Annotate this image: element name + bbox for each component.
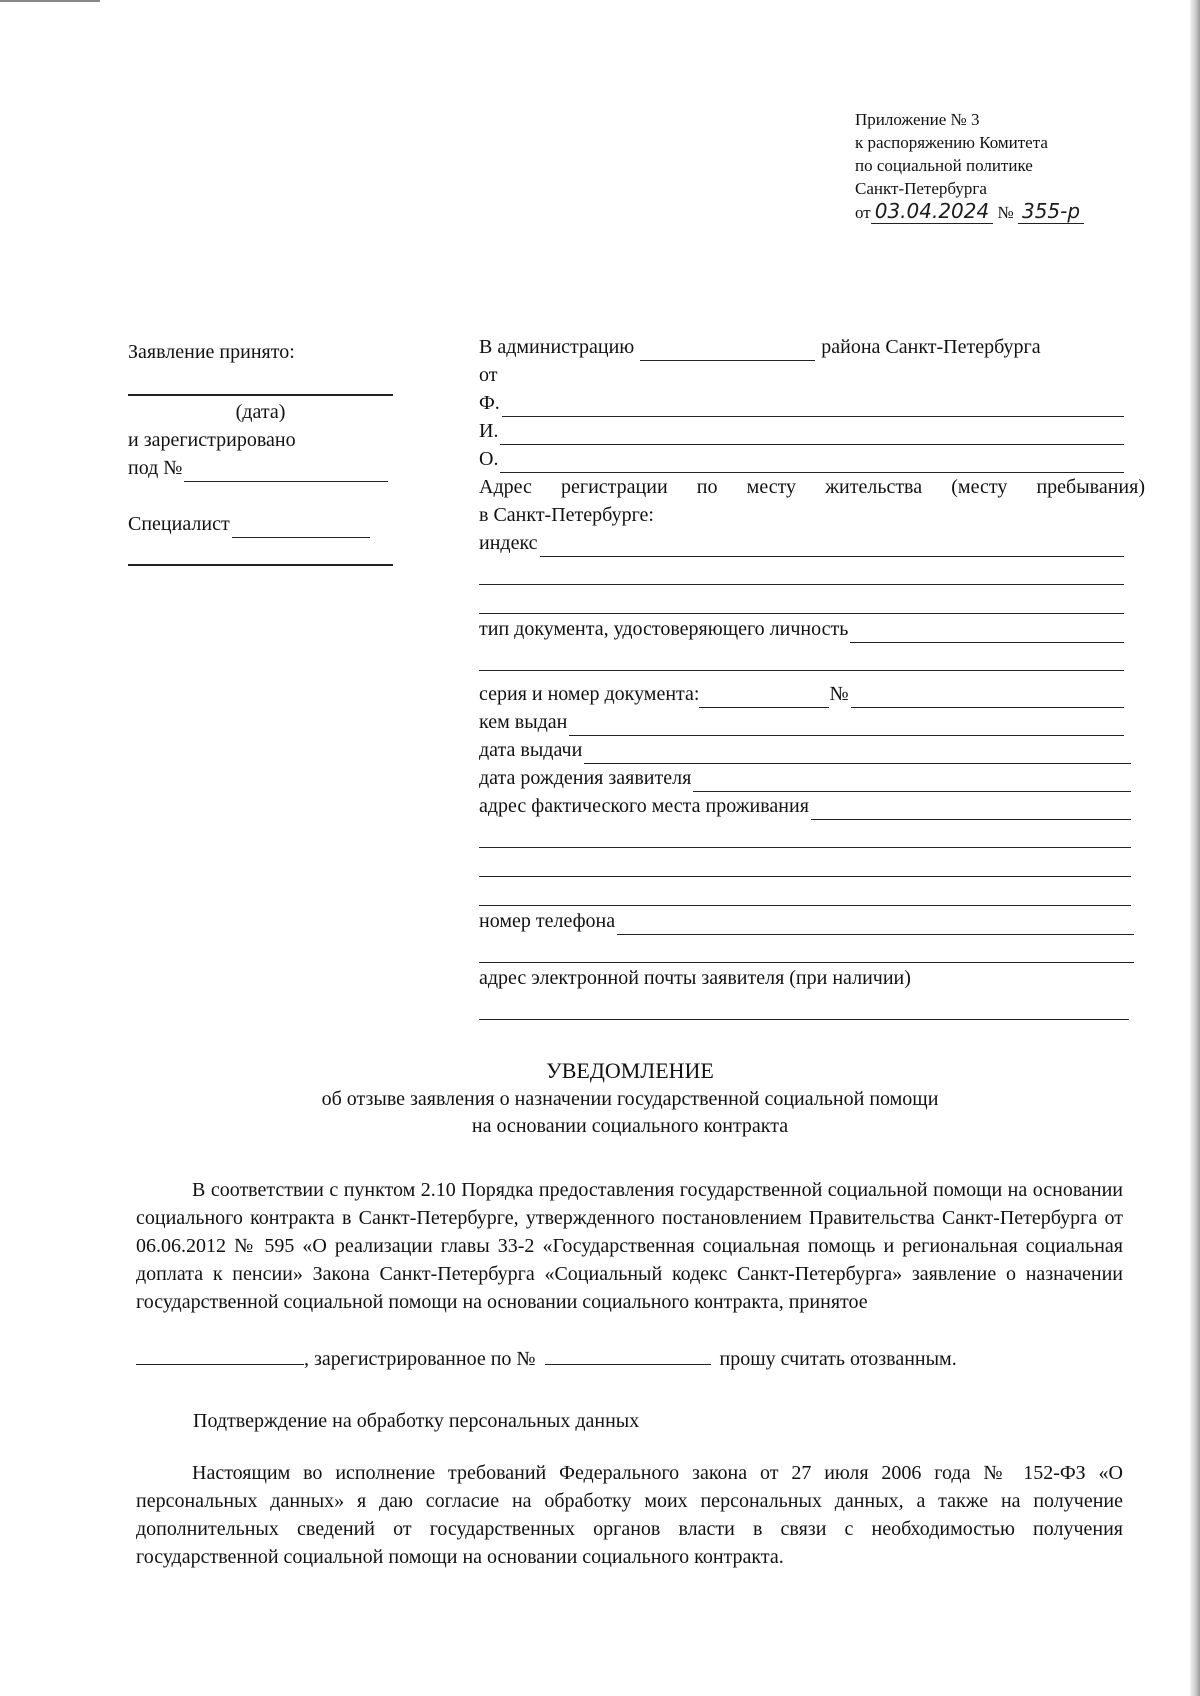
phone-line-field[interactable] (479, 935, 1134, 963)
actual-address-line-field[interactable] (479, 878, 1131, 906)
registration-number-field[interactable] (184, 462, 388, 482)
phone-row (479, 907, 1134, 935)
patronymic-field[interactable] (500, 453, 1124, 473)
issue-date-field[interactable] (584, 744, 1131, 764)
index-row (479, 529, 1124, 557)
admin-row (479, 333, 1151, 361)
birth-date-label: дата рождения заявителя (479, 767, 692, 789)
accepted-block (128, 338, 393, 566)
doc-series-label: серия и номер документа: (479, 683, 700, 705)
reg-address-label-2 (479, 501, 1151, 529)
email-label: адрес электронной почты заявителя (при наличии) (479, 967, 911, 989)
phone-field[interactable] (617, 915, 1134, 935)
doc-type-row (479, 615, 1124, 643)
district-label: района Санкт-Петербурга (821, 336, 1041, 358)
doc-type-label: тип документа, удостоверяющего личность (479, 618, 849, 640)
attachment-line: по социальной политике (855, 156, 1033, 175)
issue-date-label: дата выдачи (479, 739, 583, 761)
registration-number-row (128, 454, 388, 482)
email-field[interactable] (479, 992, 1129, 1020)
doc-number-field[interactable] (851, 688, 1124, 708)
issued-by-row (479, 708, 1124, 736)
doc-series-row (479, 680, 1124, 708)
doc-no-label: № (829, 683, 849, 705)
consent-heading: Подтверждение на обработку персональных данных (193, 1410, 640, 1432)
doc-series-field[interactable] (699, 689, 829, 708)
notice-title: УВЕДОМЛЕНИЕ (546, 1058, 714, 1083)
accepted-label: Заявление принято: (128, 341, 295, 363)
number-prefix: № (997, 203, 1014, 222)
withdrawal-paragraph-end (136, 1345, 1123, 1373)
phone-label: номер телефона (479, 910, 616, 932)
birth-date-row (479, 764, 1131, 792)
scan-artifact (0, 0, 100, 2)
attachment-line: к распоряжению Комитета (855, 133, 1048, 152)
actual-address-line-field[interactable] (479, 820, 1131, 848)
surname-row (479, 389, 1124, 417)
withdrawn-text: прошу считать отозванным. (719, 1348, 957, 1370)
actual-address-line-field[interactable] (479, 849, 1131, 877)
accepted-date-blank[interactable] (136, 1346, 304, 1365)
birth-date-field[interactable] (693, 772, 1131, 792)
issued-by-label: кем выдан (479, 711, 568, 733)
attachment-line: Санкт-Петербурга (855, 179, 987, 198)
date-caption: (дата) (235, 401, 286, 423)
scan-edge (1190, 0, 1200, 1696)
patronymic-label: О. (479, 448, 499, 470)
withdrawal-paragraph: В соответствии с пунктом 2.10 Порядка предоставления государственной социальной помощи на основании социального контракта в Санкт-Петербурге, утвержденного постановлением Правительства Санкт-Петербурга от 06.06.2012 № 595 «О реализации главы 33-2 «Государственная социальная помощь и региональная социальная доплата к пенсии» Закона Санкт-Петербурга «Социальный кодекс Санкт-Петербурга» заявление о назначении государственной социальной помощи на основании социального контракта, принятое (136, 1179, 1123, 1313)
specialist-label: Специалист (128, 513, 230, 535)
reg-address-city: в Санкт-Петербурге: (479, 504, 654, 526)
consent-paragraph: Настоящим во исполнение требований Федерального закона от 27 июля 2006 года № 152-ФЗ «О персональных данных» я даю согласие на обработку моих персональных данных, а также на получение дополнительных сведений от государственных органов власти в связи с необходимостью получения государственной социальной помощи на основании социального контракта. (136, 1462, 1123, 1568)
notice-subtitle-line: на основании социального контракта (471, 1115, 789, 1137)
index-label: индекс (479, 532, 538, 554)
notice-subtitle-line: об отзыве заявления о назначении государственной социальной помощи (321, 1088, 939, 1110)
notice-subtitle (0, 1086, 1200, 1140)
actual-address-label: адрес фактического места проживания (479, 795, 809, 817)
name-row (479, 417, 1124, 445)
handwritten-number: 355-р (1018, 200, 1084, 224)
attachment-date-line (855, 200, 1084, 224)
actual-address-row (479, 792, 1131, 820)
attachment-line: Приложение № 3 (855, 110, 980, 129)
attachment-header (855, 108, 1084, 224)
to-admin-label: В администрацию (479, 336, 635, 358)
registered-under-text: , зарегистрированное по № (304, 1348, 536, 1370)
under-no-label: под № (128, 457, 183, 479)
doc-type-field[interactable] (850, 623, 1124, 643)
email-row (479, 964, 1151, 992)
issued-by-field[interactable] (569, 716, 1124, 736)
doc-type-line-field[interactable] (479, 643, 1124, 671)
surname-field[interactable] (502, 397, 1124, 417)
actual-address-field[interactable] (811, 800, 1131, 820)
from-row (479, 361, 1151, 389)
applicant-block (479, 333, 1151, 1021)
registered-label: и зарегистрировано (128, 429, 296, 451)
name-label: И. (479, 420, 499, 442)
patronymic-row (479, 445, 1124, 473)
from-label: от (479, 364, 498, 386)
name-field[interactable] (500, 425, 1124, 445)
date-prefix: от (855, 203, 871, 222)
handwritten-date: 03.04.2024 (871, 200, 994, 224)
district-field[interactable] (640, 342, 815, 361)
surname-label: Ф. (479, 392, 500, 414)
specialist-field[interactable] (232, 518, 370, 538)
address-line-field[interactable] (479, 586, 1124, 614)
registration-number-blank[interactable] (545, 1346, 711, 1365)
reg-address-label: Адрес регистрации по месту жительства (месту пребывания) (479, 476, 1145, 498)
specialist-row (128, 510, 370, 538)
address-line-field[interactable] (479, 557, 1124, 585)
issue-date-row (479, 736, 1131, 764)
accepted-date-field[interactable] (128, 366, 393, 396)
specialist-signature-field[interactable] (128, 538, 393, 566)
index-field[interactable] (540, 537, 1124, 557)
